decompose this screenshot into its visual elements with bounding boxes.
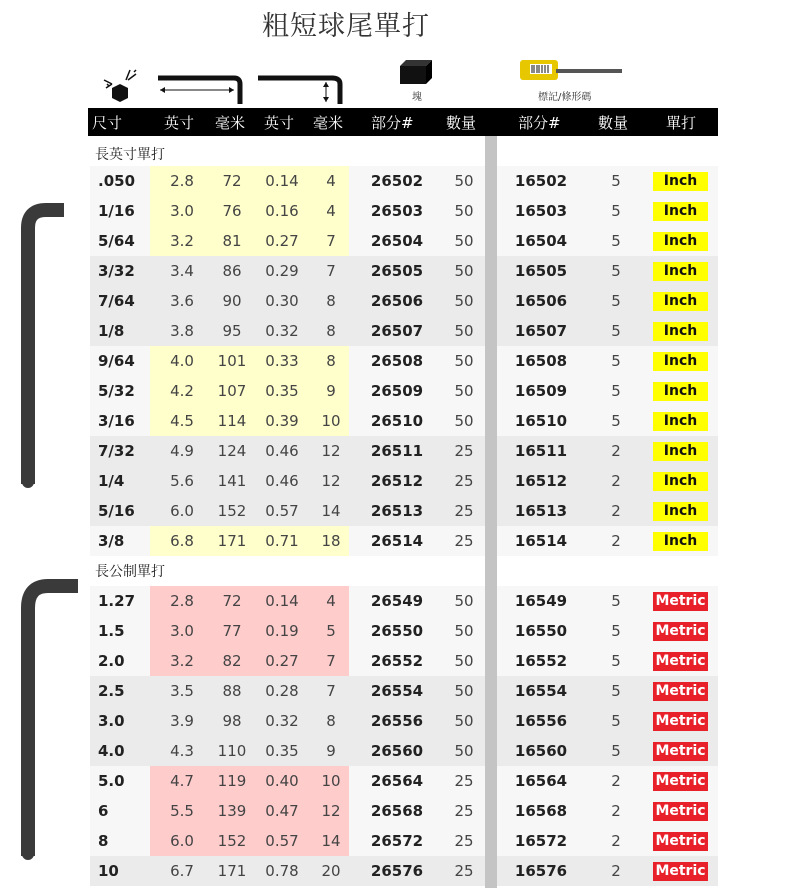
short-mm-cell: 7 (326, 262, 336, 280)
long-inch-cell: 3.6 (170, 292, 194, 310)
size-cell: 1.27 (98, 592, 136, 610)
tag-qty-cell: 2 (611, 532, 621, 550)
tag-part-cell: 16511 (514, 442, 568, 460)
metric-badge: Metric (653, 832, 708, 851)
long-arm-length-icon (156, 74, 244, 106)
block-part-cell: 26511 (370, 442, 424, 460)
inch-badge: Inch (653, 472, 708, 491)
tag-qty-cell: 5 (611, 232, 621, 250)
block-part-cell: 26502 (370, 172, 424, 190)
metric-badge: Metric (653, 742, 708, 761)
table-row (90, 706, 718, 736)
long-mm-cell: 72 (222, 592, 242, 610)
tag-part-cell: 16552 (514, 652, 568, 670)
long-inch-cell: 4.9 (170, 442, 194, 460)
short-mm-cell: 7 (326, 652, 336, 670)
header-inch-long: 英寸 (164, 114, 195, 132)
tag-qty-cell: 5 (611, 652, 621, 670)
short-inch-cell: 0.35 (265, 382, 299, 400)
tag-qty-cell: 2 (611, 772, 621, 790)
inch-badge: Inch (653, 262, 708, 281)
block-part-cell: 26552 (370, 652, 424, 670)
short-mm-cell: 7 (326, 232, 336, 250)
block-package-icon (396, 58, 436, 86)
metric-badge: Metric (653, 772, 708, 791)
long-mm-cell: 152 (217, 502, 247, 520)
table-row (90, 676, 718, 706)
tag-part-cell: 16549 (514, 592, 568, 610)
short-mm-cell: 20 (321, 862, 341, 880)
block-qty-cell: 50 (454, 232, 474, 250)
tag-qty-cell: 5 (611, 352, 621, 370)
size-cell: 2.0 (98, 652, 125, 670)
block-part-cell: 26509 (370, 382, 424, 400)
size-cell: 4.0 (98, 742, 125, 760)
block-part-cell: 26512 (370, 472, 424, 490)
long-inch-cell: 4.7 (170, 772, 194, 790)
tag-part-cell: 16568 (514, 802, 568, 820)
long-wrench-image-metric (18, 574, 78, 864)
short-inch-cell: 0.30 (265, 292, 299, 310)
long-mm-cell: 119 (217, 772, 247, 790)
long-inch-cell: 5.6 (170, 472, 194, 490)
long-mm-cell: 88 (222, 682, 242, 700)
block-qty-cell: 50 (454, 682, 474, 700)
metric-badge: Metric (653, 652, 708, 671)
tag-part-cell: 16550 (514, 622, 568, 640)
long-mm-cell: 114 (217, 412, 247, 430)
tag-part-cell: 16512 (514, 472, 568, 490)
table-row (90, 736, 718, 766)
short-inch-cell: 0.27 (265, 652, 299, 670)
short-inch-cell: 0.16 (265, 202, 299, 220)
long-inch-cell: 6.0 (170, 502, 194, 520)
block-part-cell: 26556 (370, 712, 424, 730)
block-qty-cell: 50 (454, 262, 474, 280)
long-mm-cell: 171 (217, 862, 247, 880)
short-inch-cell: 0.32 (265, 322, 299, 340)
long-mm-cell: 77 (222, 622, 242, 640)
short-mm-cell: 14 (321, 502, 341, 520)
tag-part-cell: 16554 (514, 682, 568, 700)
size-cell: .050 (98, 172, 136, 190)
long-inch-cell: 6.0 (170, 832, 194, 850)
table-row (90, 436, 718, 466)
tag-qty-cell: 5 (611, 742, 621, 760)
size-cell: 1/4 (98, 472, 125, 490)
tag-part-cell: 16502 (514, 172, 568, 190)
size-cell: 8 (98, 832, 109, 850)
long-inch-cell: 6.8 (170, 532, 194, 550)
tag-qty-cell: 5 (611, 382, 621, 400)
block-part-cell: 26514 (370, 532, 424, 550)
inch-badge: Inch (653, 292, 708, 311)
long-inch-cell: 3.9 (170, 712, 194, 730)
block-part-cell: 26554 (370, 682, 424, 700)
tag-qty-cell: 5 (611, 292, 621, 310)
short-inch-cell: 0.35 (265, 742, 299, 760)
long-mm-cell: 86 (222, 262, 242, 280)
size-cell: 5/32 (98, 382, 135, 400)
tag-part-cell: 16510 (514, 412, 568, 430)
header-part-block: 部分# (371, 114, 414, 132)
long-inch-cell: 3.2 (170, 232, 194, 250)
long-inch-cell: 3.5 (170, 682, 194, 700)
table-row (90, 856, 718, 886)
long-inch-cell: 4.5 (170, 412, 194, 430)
inch-badge: Inch (653, 412, 708, 431)
short-inch-cell: 0.19 (265, 622, 299, 640)
short-mm-cell: 4 (326, 592, 336, 610)
block-part-cell: 26505 (370, 262, 424, 280)
long-mm-cell: 152 (217, 832, 247, 850)
size-cell: 3/32 (98, 262, 135, 280)
long-inch-cell: 3.8 (170, 322, 194, 340)
block-part-cell: 26513 (370, 502, 424, 520)
tag-qty-cell: 5 (611, 592, 621, 610)
long-mm-cell: 76 (222, 202, 242, 220)
table-row (90, 286, 718, 316)
short-mm-cell: 12 (321, 802, 341, 820)
tag-qty-cell: 2 (611, 472, 621, 490)
short-mm-cell: 8 (326, 712, 336, 730)
short-mm-cell: 12 (321, 472, 341, 490)
table-row (90, 616, 718, 646)
table-row (90, 346, 718, 376)
long-wrench-image-inch (18, 200, 70, 492)
table-row (90, 226, 718, 256)
block-part-cell: 26550 (370, 622, 424, 640)
tag-qty-cell: 2 (611, 502, 621, 520)
tag-part-cell: 16572 (514, 832, 568, 850)
short-mm-cell: 18 (321, 532, 341, 550)
long-inch-cell: 6.7 (170, 862, 194, 880)
inch-badge: Inch (653, 502, 708, 521)
inch-section-label: 長英寸單打 (95, 147, 165, 163)
short-arm-length-icon (256, 74, 346, 106)
header-qty-tag: 數量 (598, 114, 629, 132)
long-mm-cell: 139 (217, 802, 247, 820)
tag-part-cell: 16508 (514, 352, 568, 370)
metric-badge: Metric (653, 622, 708, 641)
size-cell: 3/16 (98, 412, 135, 430)
size-cell: 5/16 (98, 502, 135, 520)
size-cell: 10 (98, 862, 119, 880)
short-inch-cell: 0.32 (265, 712, 299, 730)
long-mm-cell: 101 (217, 352, 247, 370)
inch-badge: Inch (653, 442, 708, 461)
header-qty-block: 數量 (446, 114, 477, 132)
short-inch-cell: 0.78 (265, 862, 299, 880)
metric-section-label: 長公制單打 (95, 564, 165, 580)
table-row (90, 826, 718, 856)
table-row (90, 166, 718, 196)
short-inch-cell: 0.46 (265, 472, 299, 490)
block-qty-cell: 50 (454, 712, 474, 730)
size-cell: 3.0 (98, 712, 125, 730)
long-mm-cell: 171 (217, 532, 247, 550)
block-qty-cell: 50 (454, 352, 474, 370)
inch-badge: Inch (653, 352, 708, 371)
long-inch-cell: 4.0 (170, 352, 194, 370)
long-inch-cell: 3.4 (170, 262, 194, 280)
tag-qty-cell: 5 (611, 682, 621, 700)
block-part-cell: 26507 (370, 322, 424, 340)
page-title: 粗短球尾單打 (262, 11, 430, 42)
block-part-cell: 26560 (370, 742, 424, 760)
tag-qty-cell: 2 (611, 832, 621, 850)
block-part-cell: 26504 (370, 232, 424, 250)
header-mm-long: 毫米 (215, 114, 246, 132)
header-mm-short: 毫米 (313, 114, 344, 132)
tag-qty-cell: 5 (611, 172, 621, 190)
size-cell: 1/16 (98, 202, 135, 220)
tag-part-cell: 16505 (514, 262, 568, 280)
metric-badge: Metric (653, 862, 708, 881)
table-row (90, 766, 718, 796)
long-mm-cell: 124 (217, 442, 247, 460)
short-inch-cell: 0.28 (265, 682, 299, 700)
size-cell: 3/8 (98, 532, 125, 550)
block-qty-cell: 50 (454, 622, 474, 640)
short-inch-cell: 0.33 (265, 352, 299, 370)
block-qty-cell: 25 (454, 502, 474, 520)
long-mm-cell: 90 (222, 292, 242, 310)
short-mm-cell: 9 (326, 382, 336, 400)
block-qty-cell: 25 (454, 772, 474, 790)
size-cell: 7/32 (98, 442, 135, 460)
tag-qty-cell: 5 (611, 622, 621, 640)
tag-part-cell: 16560 (514, 742, 568, 760)
short-mm-cell: 7 (326, 682, 336, 700)
table-row (90, 376, 718, 406)
block-part-cell: 26510 (370, 412, 424, 430)
tag-part-cell: 16514 (514, 532, 568, 550)
tag-part-cell: 16503 (514, 202, 568, 220)
short-mm-cell: 8 (326, 292, 336, 310)
long-inch-cell: 4.2 (170, 382, 194, 400)
table-row (90, 646, 718, 676)
block-part-cell: 26572 (370, 832, 424, 850)
tag-qty-cell: 5 (611, 262, 621, 280)
icon-strip (92, 56, 718, 106)
short-inch-cell: 0.71 (265, 532, 299, 550)
block-qty-cell: 25 (454, 472, 474, 490)
ball-end-hex-icon (100, 66, 140, 106)
inch-badge: Inch (653, 322, 708, 341)
block-part-cell: 26549 (370, 592, 424, 610)
short-mm-cell: 14 (321, 832, 341, 850)
header-size: 尺寸 (92, 114, 123, 132)
inch-badge: Inch (653, 232, 708, 251)
short-inch-cell: 0.27 (265, 232, 299, 250)
long-inch-cell: 2.8 (170, 172, 194, 190)
tag-part-cell: 16513 (514, 502, 568, 520)
short-mm-cell: 10 (321, 412, 341, 430)
size-cell: 5.0 (98, 772, 125, 790)
long-mm-cell: 107 (217, 382, 247, 400)
block-qty-cell: 50 (454, 172, 474, 190)
long-mm-cell: 82 (222, 652, 242, 670)
short-inch-cell: 0.29 (265, 262, 299, 280)
long-inch-cell: 2.8 (170, 592, 194, 610)
short-mm-cell: 12 (321, 442, 341, 460)
tag-qty-cell: 5 (611, 412, 621, 430)
short-inch-cell: 0.46 (265, 442, 299, 460)
size-cell: 7/64 (98, 292, 135, 310)
short-mm-cell: 9 (326, 742, 336, 760)
table-row (90, 496, 718, 526)
header-single: 單打 (666, 114, 697, 132)
inch-badge: Inch (653, 532, 708, 551)
tag-qty-cell: 5 (611, 712, 621, 730)
long-mm-cell: 95 (222, 322, 242, 340)
tag-part-cell: 16556 (514, 712, 568, 730)
size-cell: 1.5 (98, 622, 125, 640)
block-qty-cell: 50 (454, 382, 474, 400)
short-mm-cell: 8 (326, 352, 336, 370)
short-inch-cell: 0.57 (265, 832, 299, 850)
size-cell: 6 (98, 802, 109, 820)
long-inch-cell: 3.0 (170, 622, 194, 640)
tag-part-cell: 16506 (514, 292, 568, 310)
table-row (90, 316, 718, 346)
long-mm-cell: 98 (222, 712, 242, 730)
block-part-cell: 26564 (370, 772, 424, 790)
header-part-tag: 部分# (518, 114, 561, 132)
tag-barcode-icon (518, 58, 624, 84)
short-inch-cell: 0.47 (265, 802, 299, 820)
tag-part-cell: 16507 (514, 322, 568, 340)
tag-qty-cell: 2 (611, 802, 621, 820)
short-mm-cell: 5 (326, 622, 336, 640)
table-row (90, 406, 718, 436)
short-mm-cell: 4 (326, 202, 336, 220)
tag-qty-cell: 5 (611, 202, 621, 220)
table-row (90, 526, 718, 556)
tag-part-cell: 16504 (514, 232, 568, 250)
tag-qty-cell: 2 (611, 442, 621, 460)
block-qty-cell: 50 (454, 292, 474, 310)
table-header (88, 108, 718, 136)
table-row (90, 796, 718, 826)
short-inch-cell: 0.57 (265, 502, 299, 520)
block-qty-cell: 50 (454, 412, 474, 430)
long-inch-cell: 4.3 (170, 742, 194, 760)
metric-badge: Metric (653, 682, 708, 701)
size-cell: 9/64 (98, 352, 135, 370)
block-qty-cell: 50 (454, 592, 474, 610)
tag-part-cell: 16509 (514, 382, 568, 400)
long-mm-cell: 81 (222, 232, 242, 250)
size-cell: 2.5 (98, 682, 125, 700)
block-qty-cell: 50 (454, 652, 474, 670)
block-qty-cell: 50 (454, 202, 474, 220)
table-row (90, 586, 718, 616)
block-part-cell: 26576 (370, 862, 424, 880)
short-inch-cell: 0.14 (265, 172, 299, 190)
short-mm-cell: 4 (326, 172, 336, 190)
tag-qty-cell: 5 (611, 322, 621, 340)
long-inch-cell: 5.5 (170, 802, 194, 820)
metric-badge: Metric (653, 592, 708, 611)
tag-part-cell: 16564 (514, 772, 568, 790)
short-inch-cell: 0.39 (265, 412, 299, 430)
short-inch-cell: 0.40 (265, 772, 299, 790)
short-mm-cell: 10 (321, 772, 341, 790)
table-row (90, 256, 718, 286)
block-qty-cell: 25 (454, 862, 474, 880)
long-mm-cell: 110 (217, 742, 247, 760)
block-qty-cell: 25 (454, 442, 474, 460)
table-row (90, 466, 718, 496)
block-qty-cell: 50 (454, 742, 474, 760)
metric-badge: Metric (653, 712, 708, 731)
inch-badge: Inch (653, 202, 708, 221)
long-mm-cell: 141 (217, 472, 247, 490)
size-cell: 1/8 (98, 322, 125, 340)
block-qty-cell: 25 (454, 532, 474, 550)
short-mm-cell: 8 (326, 322, 336, 340)
size-cell: 5/64 (98, 232, 135, 250)
block-qty-cell: 50 (454, 322, 474, 340)
short-inch-cell: 0.14 (265, 592, 299, 610)
long-mm-cell: 72 (222, 172, 242, 190)
block-qty-cell: 25 (454, 832, 474, 850)
block-part-cell: 26568 (370, 802, 424, 820)
block-qty-cell: 25 (454, 802, 474, 820)
block-part-cell: 26506 (370, 292, 424, 310)
tag-qty-cell: 2 (611, 862, 621, 880)
metric-badge: Metric (653, 802, 708, 821)
block-caption: 塊 (412, 92, 422, 103)
block-part-cell: 26503 (370, 202, 424, 220)
block-part-cell: 26508 (370, 352, 424, 370)
long-inch-cell: 3.0 (170, 202, 194, 220)
tag-caption: 標記/條形碼 (538, 92, 592, 103)
long-inch-cell: 3.2 (170, 652, 194, 670)
tag-part-cell: 16576 (514, 862, 568, 880)
inch-badge: Inch (653, 172, 708, 191)
table-row (90, 196, 718, 226)
inch-badge: Inch (653, 382, 708, 401)
header-inch-short: 英寸 (264, 114, 295, 132)
